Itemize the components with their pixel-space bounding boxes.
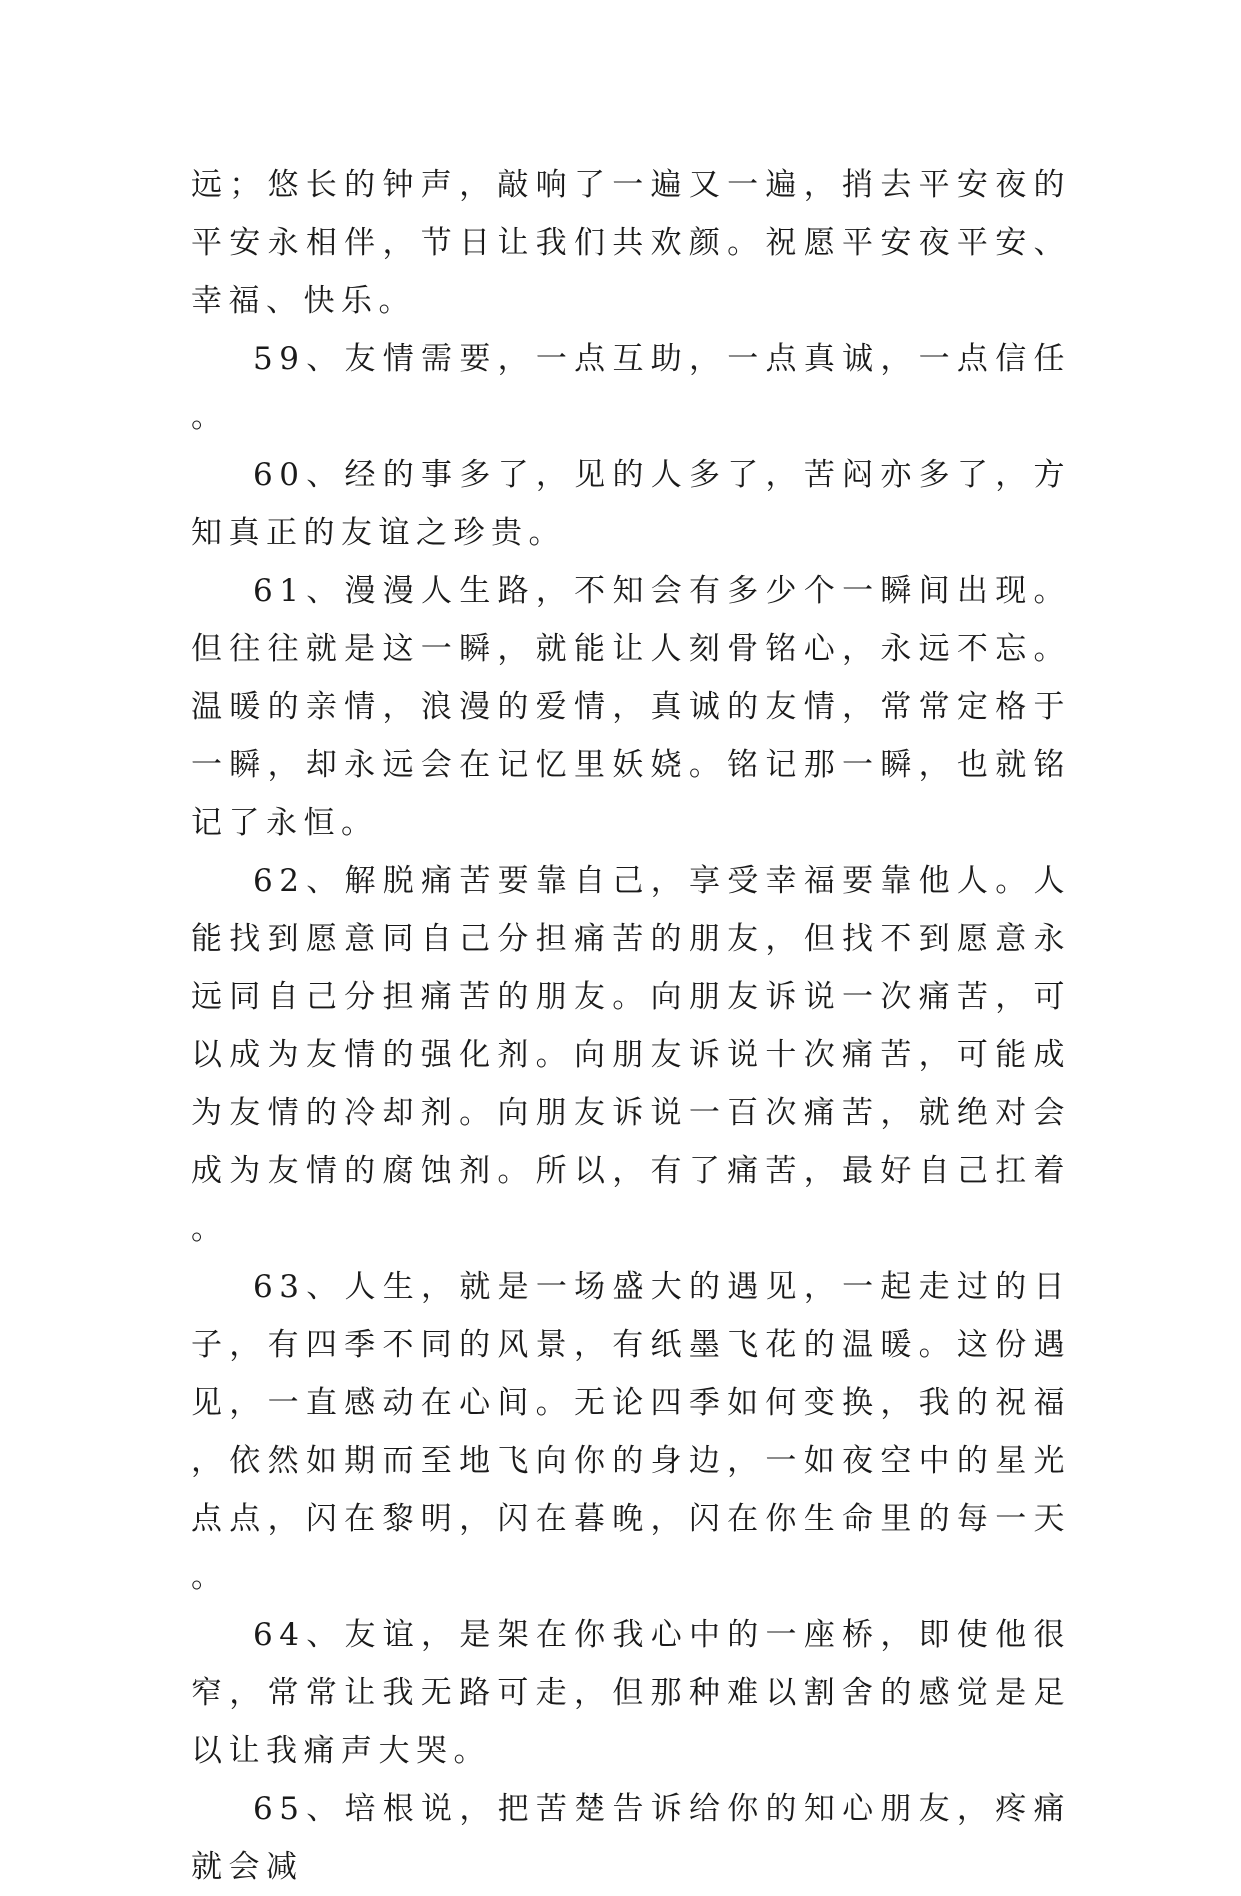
paragraph-62: 62、解脱痛苦要靠自己，享受幸福要靠他人。人能找到愿意同自己分担痛苦的朋友，但找不到愿意永远同自己分担痛苦的朋友。向朋友诉说一次痛苦，可以成为友情的强化剂。向朋友诉说十次痛苦，可能成为友情的冷却剂。向朋友诉说一百次痛苦，就绝对会成为友情的腐蚀剂。所以，有了痛苦，最好自己扛着。	[191, 863, 1071, 1247]
paragraph-60: 60、经的事多了，见的人多了，苦闷亦多了，方知真正的友谊之珍贵。	[191, 457, 1071, 551]
paragraph-63: 63、人生，就是一场盛大的遇见，一起走过的日子，有四季不同的风景，有纸墨飞花的温暖。这份遇见，一直感动在心间。无论四季如何变换，我的祝福，依然如期而至地飞向你的身边，一如夜空中的星光点点，闪在黎明，闪在暮晚，闪在你生命里的每一天。	[191, 1269, 1071, 1595]
paragraph-continuation: 远；悠长的钟声，敲响了一遍又一遍，捎去平安夜的平安永相伴，节日让我们共欢颜。祝愿平安夜平安、幸福、快乐。	[191, 167, 1071, 319]
paragraph-59: 59、友情需要，一点互助，一点真诚，一点信任。	[191, 341, 1071, 435]
paragraph-65: 65、培根说，把苦楚告诉给你的知心朋友，疼痛就会减	[191, 1791, 1071, 1885]
document-body	[191, 156, 1071, 1896]
paragraph-61: 61、漫漫人生路，不知会有多少个一瞬间出现。但往往就是这一瞬，就能让人刻骨铭心，永远不忘。温暖的亲情，浪漫的爱情，真诚的友情，常常定格于一瞬，却永远会在记忆里妖娆。铭记那一瞬，也就铭记了永恒。	[191, 573, 1071, 841]
paragraph-64: 64、友谊，是架在你我心中的一座桥，即使他很窄，常常让我无路可走，但那种难以割舍的感觉是足以让我痛声大哭。	[191, 1617, 1071, 1769]
